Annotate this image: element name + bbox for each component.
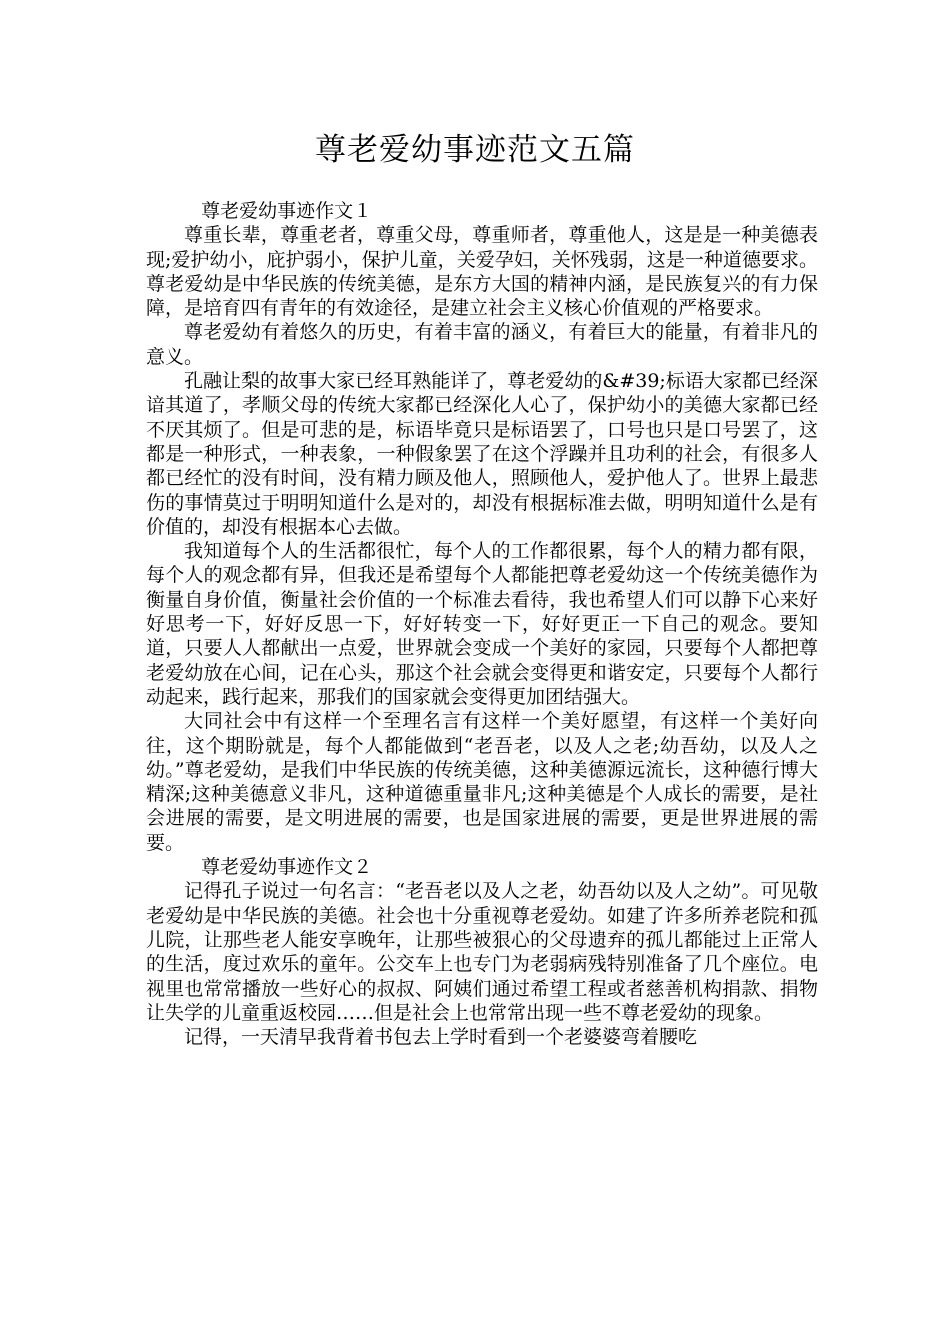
body-paragraph: 尊老爱幼有着悠久的历史，有着丰富的涵义，有着巨大的能量，有着非凡的意义。 [146, 321, 818, 368]
document-title: 尊老爱幼事迹范文五篇 [315, 132, 635, 168]
body-paragraph: 尊重长辈，尊重老者，尊重父母，尊重师者，尊重他人，这是是一种美德表现;爱护幼小，庇护弱小，保护儿童，关爱孕妇，关怀残弱，这是一种道德要求。尊老爱幼是中华民族的传统美德，是东方大国的精神内涵，是民族复兴的有力保障，是培育四有青年的有效途径，是建立社会主义核心价值观的严格要求。 [146, 224, 818, 320]
body-paragraph: 记得，一天清早我背着书包去上学时看到一个老婆婆弯着腰吃 [184, 1026, 698, 1049]
body-paragraph: 我知道每个人的生活都很忙，每个人的工作都很累，每个人的精力都有限，每个人的观念都有异，但我还是希望每个人都能把尊老爱幼这一个传统美德作为衡量自身价值，衡量社会价值的一个标准去看待，我也希望人们可以静下心来好好思考一下，好好反思一下，好好转变一下，好好更正一下自己的观念。要知道，只要人人都献出一点爱，世界就会变成一个美好的家园，只要每个人都把尊老爱幼放在心间，记在心头，那这个社会就会变得更和谐安定，只要每个人都行动起来，践行起来，那我们的国家就会变得更加团结强大。 [146, 540, 818, 708]
section-heading: 尊老爱幼事迹作文２ [201, 856, 373, 879]
body-paragraph: 大同社会中有这样一个至理名言有这样一个美好愿望，有这样一个美好向往，这个期盼就是，每个人都能做到“老吾老，以及人之老;幼吾幼，以及人之幼。”尊老爱幼，是我们中华民族的传统美德，这种美德源远流长，这种德行博大精深;这种美德意义非凡，这种道德重量非凡;这种美德是个人成长的需要，是社会进展的需要，是文明进展的需要，也是国家进展的需要，更是世界进展的需要。 [146, 710, 818, 854]
document-body [146, 199, 818, 1049]
body-paragraph: 记得孔子说过一句名言：“老吾老以及人之老，幼吾幼以及人之幼”。可见敬老爱幼是中华民族的美德。社会也十分重视尊老爱幼。如建了许多所养老院和孤儿院，让那些老人能安享晚年，让那些被狠心的父母遗弃的孤儿都能过上正常人的生活，度过欢乐的童年。公交车上也专门为老弱病残特别准备了几个座位。电视里也常常播放一些好心的叔叔、阿姨们通过希望工程或者慈善机构捐款、捐物让失学的儿童重返校园……但是社会上也常常出现一些不尊老爱幼的现象。 [146, 880, 818, 1024]
body-paragraph: 孔融让梨的故事大家已经耳熟能详了，尊老爱幼的&#39;标语大家都已经深谙其道了，孝顺父母的传统大家都已经深化人心了，保护幼小的美德大家都已经不厌其烦了。但是可悲的是，标语毕竟只是标语罢了，口号也只是口号罢了，这都是一种形式，一种表象，一种假象罢了在这个浮躁并且功利的社会，有很多人都已经忙的没有时间，没有精力顾及他人，照顾他人，爱护他人了。世界上最悲伤的事情莫过于明明知道什么是对的，却没有根据标准去做，明明知道什么是有价值的，却没有根据本心去做。 [146, 370, 818, 538]
section-heading: 尊老爱幼事迹作文１ [201, 200, 373, 222]
